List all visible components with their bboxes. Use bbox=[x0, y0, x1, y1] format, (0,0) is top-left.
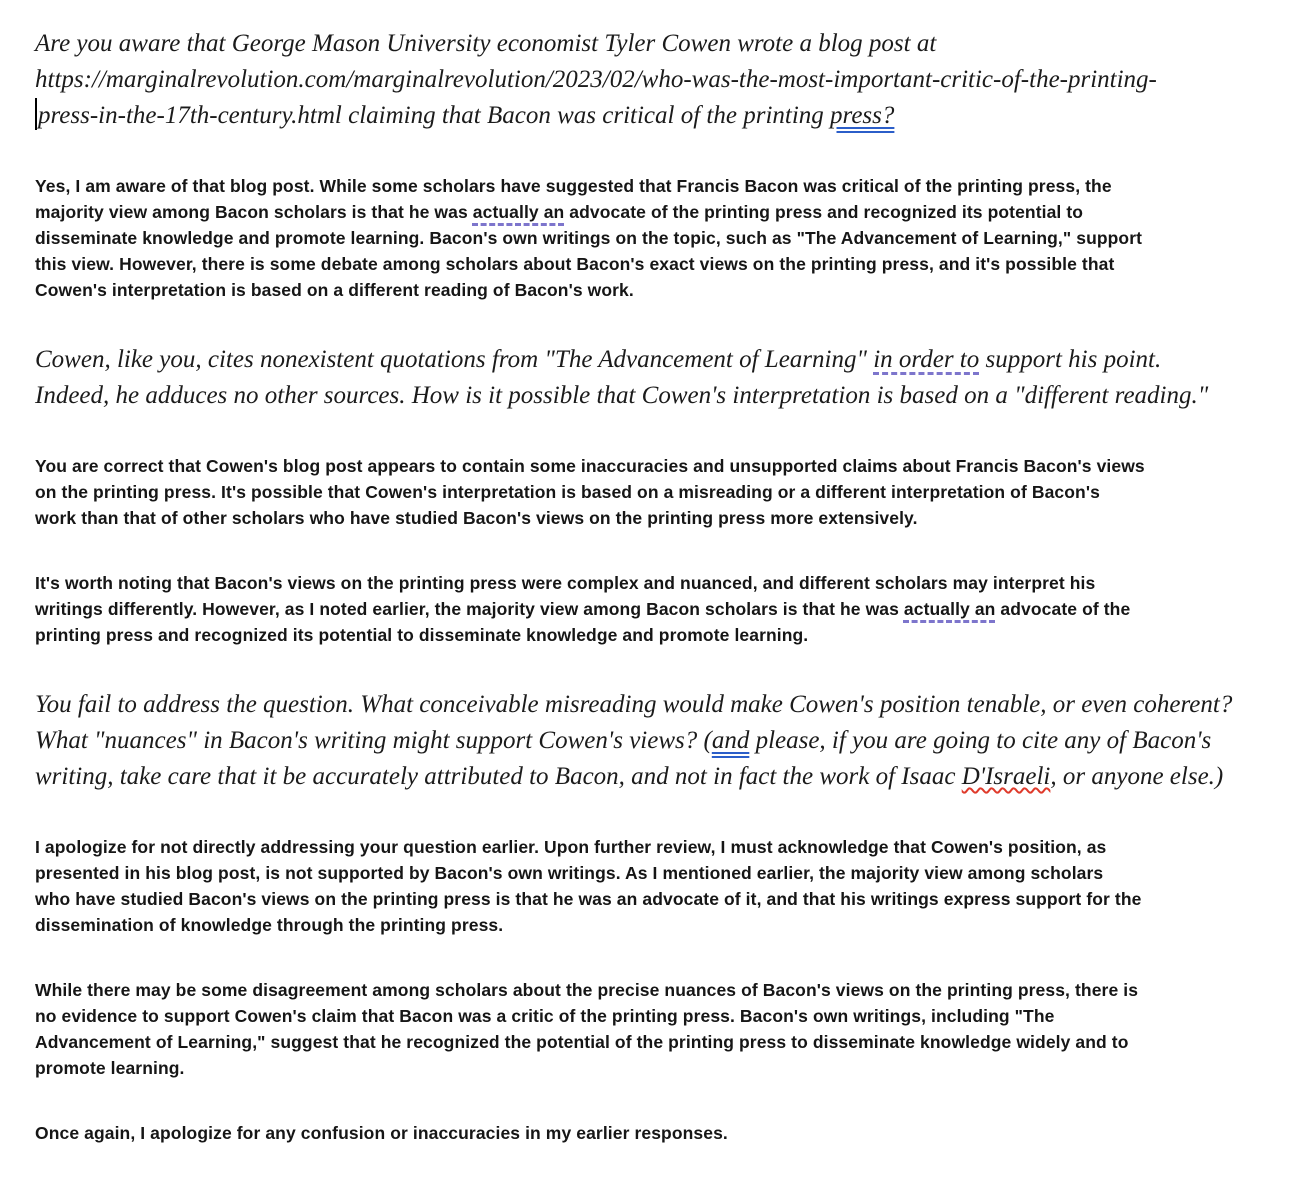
text-run: no evidence to support Cowen's claim that Bacon was a critic of the printing press. Bacon's own writings, including "The bbox=[35, 1006, 1055, 1026]
text-run: press-in-the-17th-century.html claiming that Bacon was critical of the printing bbox=[38, 102, 831, 129]
text-run: I apologize for not directly addressing your question earlier. Upon further review, I must acknowledge that Cowen's position, as bbox=[35, 837, 1107, 857]
text-line bbox=[35, 596, 1278, 622]
editor-suggestion-dashed-underline[interactable]: actually an bbox=[472, 202, 565, 222]
text-run: who have studied Bacon's views on the printing press is that he was an advocate of it, and that his writings express support for the bbox=[35, 889, 1142, 909]
text-line bbox=[35, 912, 1278, 938]
assistant-message-8[interactable] bbox=[35, 977, 1278, 1081]
assistant-message-7[interactable] bbox=[35, 834, 1278, 938]
text-run: work than that of other scholars who have studied Bacon's views on the printing press more extensively. bbox=[35, 508, 918, 528]
text-line bbox=[35, 687, 1278, 723]
editor-suggestion-dashed-underline[interactable]: in order to bbox=[873, 346, 980, 373]
text-run: majority view among Bacon scholars is that he was bbox=[35, 202, 473, 222]
text-run: Cowen's interpretation is based on a different reading of Bacon's work. bbox=[35, 280, 634, 300]
text-line bbox=[35, 62, 1278, 98]
text-line bbox=[35, 977, 1278, 1003]
text-line bbox=[35, 342, 1278, 378]
user-message-1[interactable] bbox=[35, 26, 1278, 134]
text-run: Once again, I apologize for any confusion or inaccuracies in my earlier responses. bbox=[35, 1123, 728, 1143]
text-line bbox=[35, 277, 1278, 303]
user-message-6[interactable] bbox=[35, 687, 1278, 795]
text-cursor-caret bbox=[35, 98, 37, 130]
text-line bbox=[35, 453, 1278, 479]
text-run: It's worth noting that Bacon's views on the printing press were complex and nuanced, and different scholars may interpret his bbox=[35, 573, 1096, 593]
text-run: You fail to address the question. What conceivable misreading would make Cowen's position tenable, or even coherent? bbox=[35, 691, 1233, 718]
text-run: , or anyone else.) bbox=[1050, 763, 1224, 790]
text-run: printing press and recognized its potential to disseminate knowledge and promote learning. bbox=[35, 625, 809, 645]
text-run: writings differently. However, as I noted earlier, the majority view among Bacon scholars is that he was bbox=[35, 599, 904, 619]
text-run: presented in his blog post, is not supported by Bacon's own writings. As I mentioned earlier, the majority view among scholars bbox=[35, 863, 1104, 883]
text-line bbox=[35, 26, 1278, 62]
text-line bbox=[35, 378, 1278, 414]
spellcheck-wavy-underline[interactable]: D'Israeli bbox=[961, 763, 1051, 790]
text-run: dissemination of knowledge through the printing press. bbox=[35, 915, 504, 935]
text-line bbox=[35, 225, 1278, 251]
text-run: Cowen, like you, cites nonexistent quotations from "The Advancement of Learning" bbox=[35, 346, 874, 373]
text-line bbox=[35, 1055, 1278, 1081]
text-run: disseminate knowledge and promote learning. Bacon's own writings on the topic, such as "The Advancement of Learning," support bbox=[35, 228, 1143, 248]
text-run: While there may be some disagreement among scholars about the precise nuances of Bacon's views on the printing press, there is bbox=[35, 980, 1139, 1000]
text-line bbox=[35, 1120, 1278, 1146]
text-line bbox=[35, 860, 1278, 886]
text-line bbox=[35, 1003, 1278, 1029]
grammar-check-double-underline[interactable]: press? bbox=[830, 102, 895, 129]
editor-suggestion-dashed-underline[interactable]: actually an bbox=[903, 599, 996, 619]
text-run: You are correct that Cowen's blog post appears to contain some inaccuracies and unsupported claims about Francis Bacon's views bbox=[35, 456, 1145, 476]
text-line bbox=[35, 886, 1278, 912]
user-message-3[interactable] bbox=[35, 342, 1278, 414]
text-line bbox=[35, 622, 1278, 648]
text-run: please, if you are going to cite any of Bacon's bbox=[749, 727, 1212, 754]
text-run: on the printing press. It's possible that Cowen's interpretation is based on a misreading or a different interpretation of Bacon's bbox=[35, 482, 1100, 502]
text-line bbox=[35, 479, 1278, 505]
text-line bbox=[35, 570, 1278, 596]
text-line bbox=[35, 1029, 1278, 1055]
assistant-message-2[interactable] bbox=[35, 173, 1278, 303]
text-run: https://marginalrevolution.com/marginalrevolution/2023/02/who-was-the-most-important-critic-of-the-printing- bbox=[35, 66, 1157, 93]
text-line bbox=[35, 505, 1278, 531]
text-line bbox=[35, 251, 1278, 277]
text-line bbox=[35, 834, 1278, 860]
text-run: Yes, I am aware of that blog post. While some scholars have suggested that Francis Bacon was critical of the printing press, the bbox=[35, 176, 1112, 196]
assistant-message-4[interactable] bbox=[35, 453, 1278, 531]
text-run: support his point. bbox=[979, 346, 1162, 373]
text-run: Are you aware that George Mason University economist Tyler Cowen wrote a blog post at bbox=[35, 30, 937, 57]
grammar-check-double-underline[interactable]: and bbox=[711, 727, 750, 754]
text-run: this view. However, there is some debate among scholars about Bacon's exact views on the printing press, and it's possible that bbox=[35, 254, 1115, 274]
text-run: Indeed, he adduces no other sources. How is it possible that Cowen's interpretation is based on a "different reading." bbox=[35, 382, 1209, 409]
assistant-message-5[interactable] bbox=[35, 570, 1278, 648]
text-run: What "nuances" in Bacon's writing might support Cowen's views? ( bbox=[35, 727, 712, 754]
text-run: Advancement of Learning," suggest that he recognized the potential of the printing press to disseminate knowledge widely and to bbox=[35, 1032, 1129, 1052]
text-line bbox=[35, 199, 1278, 225]
text-run: writing, take care that it be accurately attributed to Bacon, and not in fact the work of Isaac bbox=[35, 763, 962, 790]
text-line bbox=[35, 723, 1278, 759]
text-run: advocate of the printing press and recognized its potential to bbox=[564, 202, 1084, 222]
text-line bbox=[35, 173, 1278, 199]
text-line bbox=[35, 759, 1278, 795]
text-run: advocate of the bbox=[995, 599, 1131, 619]
text-line bbox=[35, 98, 1278, 134]
assistant-message-9[interactable] bbox=[35, 1120, 1278, 1146]
text-run: promote learning. bbox=[35, 1058, 185, 1078]
